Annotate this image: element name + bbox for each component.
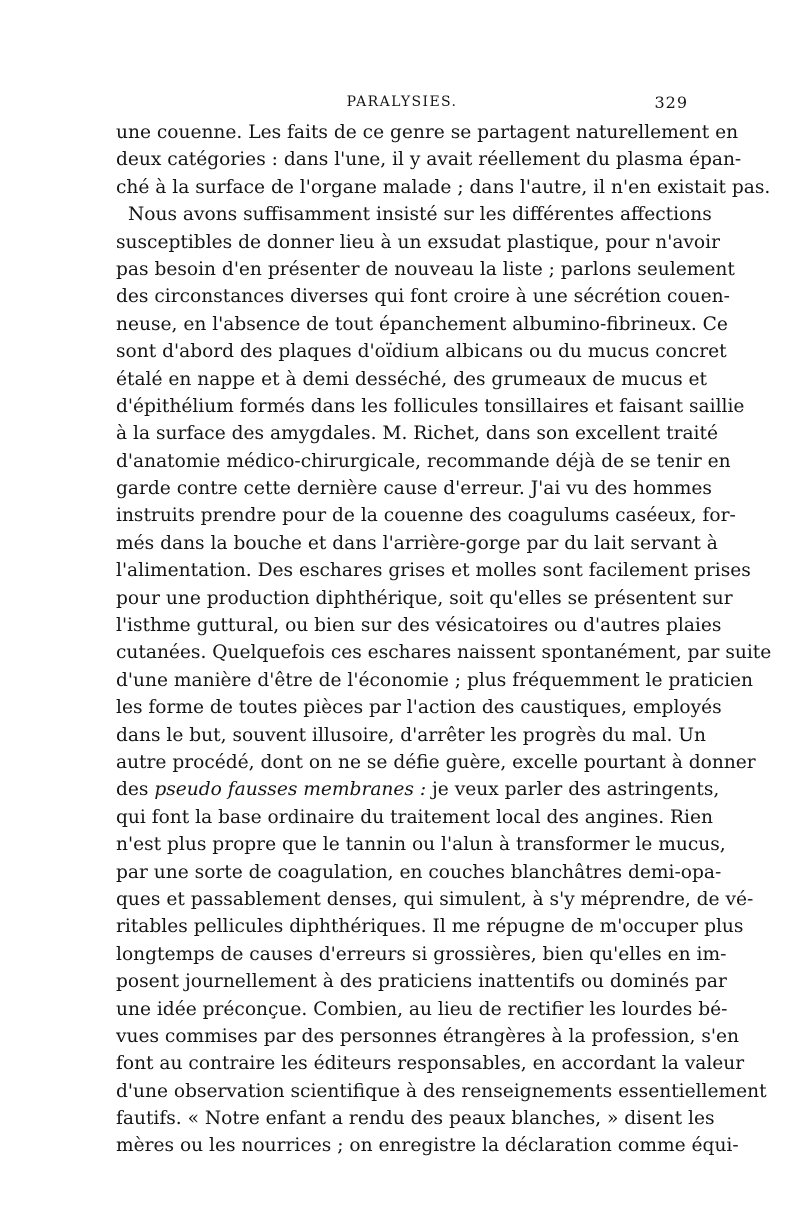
- text-fragment: des: [116, 779, 155, 801]
- text-line: mères ou les nourrices ; on enregistre la déclaration comme équi-: [116, 1135, 739, 1157]
- text-line: cutanées. Quelquefois ces eschares naissent spontanément, par suite: [116, 642, 772, 664]
- text-line: par une sorte de coagulation, en couches blanchâtres demi-opa-: [116, 861, 722, 883]
- text-line: qui font la base ordinaire du traitement local des angines. Rien: [116, 806, 713, 828]
- text-line: l'alimentation. Des eschares grises et molles sont facilement prises: [116, 560, 751, 582]
- text-line: Nous avons suffisamment insisté sur les différentes affections: [128, 204, 712, 226]
- text-line: més dans la bouche et dans l'arrière-gorge par du lait servant à: [116, 532, 718, 554]
- text-line: ché à la surface de l'organe malade ; dans l'autre, il n'en existait pas.: [116, 176, 771, 198]
- body-text: [116, 119, 772, 1160]
- text-line: d'une manière d'être de l'économie ; plus fréquemment le praticien: [116, 669, 753, 691]
- text-line: d'une observation scientifique à des renseignements essentiellement: [116, 1080, 767, 1102]
- text-line: n'est plus propre que le tannin ou l'alun à transformer le mucus,: [116, 834, 726, 856]
- text-line: des circonstances diverses qui font croire à une sécrétion couen-: [116, 286, 730, 308]
- text-line: deux catégories : dans l'une, il y avait réellement du plasma épan-: [116, 149, 742, 171]
- running-head: [116, 94, 688, 114]
- text-line: font au contraire les éditeurs responsables, en accordant la valeur: [116, 1053, 745, 1075]
- text-line: vues commises par des personnes étrangères à la profession, s'en: [116, 1025, 739, 1047]
- text-line: à la surface des amygdales. M. Richet, dans son excellent traité: [116, 423, 718, 445]
- text-line: d'épithélium formés dans les follicules tonsillaires et faisant saillie: [116, 395, 745, 417]
- text-line: sont d'abord des plaques d'oïdium albicans ou du mucus concret: [116, 341, 727, 363]
- text-line: l'isthme guttural, ou bien sur des vésicatoires ou d'autres plaies: [116, 615, 722, 637]
- italic-phrase: pseudo fausses membranes :: [154, 779, 427, 801]
- page-number: 329: [654, 93, 688, 112]
- text-line: une idée préconçue. Combien, au lieu de rectifier les lourdes bé-: [116, 998, 728, 1020]
- text-fragment: je veux parler des astringents,: [426, 779, 720, 801]
- text-line: instruits prendre pour de la couenne des coagulums caséeux, for-: [116, 505, 736, 527]
- text-line: garde contre cette dernière cause d'erreur. J'ai vu des hommes: [116, 478, 712, 500]
- text-line: les forme de toutes pièces par l'action des caustiques, employés: [116, 697, 722, 719]
- text-line: fautifs. « Notre enfant a rendu des peaux blanches, » disent les: [116, 1108, 715, 1130]
- text-line: dans le but, souvent illusoire, d'arrêter les progrès du mal. Un: [116, 724, 706, 746]
- text-line: autre procédé, dont on ne se défie guère, excelle pourtant à donner: [116, 751, 756, 773]
- text-line: ques et passablement denses, qui simulent, à s'y méprendre, de vé-: [116, 888, 754, 910]
- text-line: d'anatomie médico-chirurgicale, recommande déjà de se tenir en: [116, 450, 731, 472]
- text-line: une couenne. Les faits de ce genre se partagent naturellement en: [116, 122, 739, 143]
- text-line: susceptibles de donner lieu à un exsudat plastique, pour n'avoir: [116, 231, 720, 253]
- text-line: pas besoin d'en présenter de nouveau la liste ; parlons seulement: [116, 258, 735, 280]
- text-line: pour une production diphthérique, soit qu'elles se présentent sur: [116, 587, 733, 609]
- text-line: longtemps de causes d'erreurs si grossières, bien qu'elles en im-: [116, 943, 727, 965]
- text-line: posent journellement à des praticiens inattentifs ou dominés par: [116, 971, 727, 993]
- text-line-with-italic: [116, 776, 720, 803]
- text-line: ritables pellicules diphthériques. Il me répugne de m'occuper plus: [116, 916, 744, 938]
- text-line: étalé en nappe et à demi desséché, des grumeaux de mucus et: [116, 368, 708, 390]
- text-line: neuse, en l'absence de tout épanchement albumino-fibrineux. Ce: [116, 313, 728, 335]
- running-title: PARALYSIES.: [346, 94, 458, 110]
